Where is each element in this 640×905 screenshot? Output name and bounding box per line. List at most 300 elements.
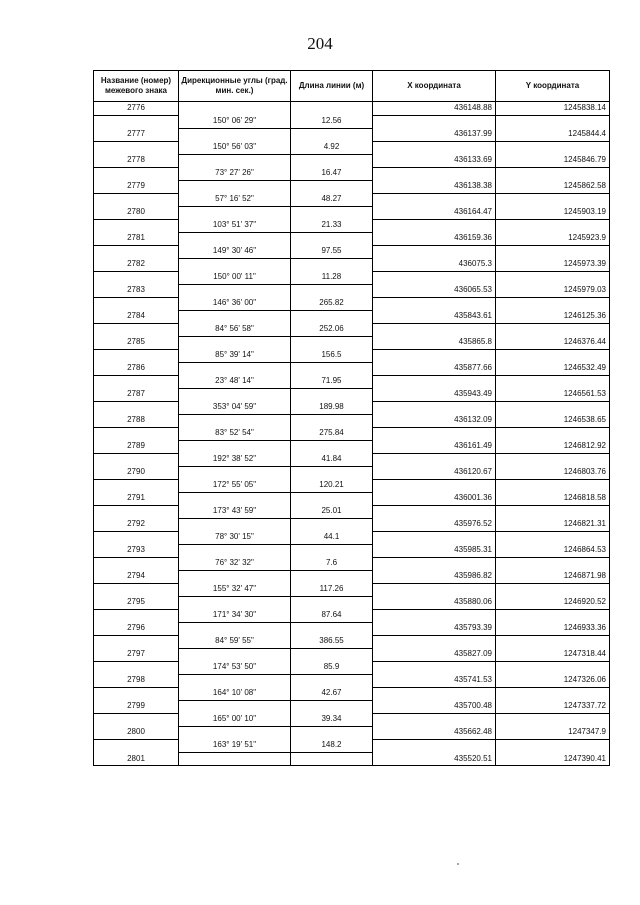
x-empty — [373, 245, 496, 258]
length-empty — [291, 414, 373, 427]
x-coordinate: 436133.69 — [373, 154, 496, 167]
header-x-coordinate: X координата — [373, 71, 496, 102]
bearing-empty — [179, 518, 291, 531]
scan-speck — [457, 863, 459, 865]
bearing-empty — [179, 466, 291, 479]
x-empty — [373, 297, 496, 310]
mark-empty — [94, 401, 179, 414]
x-empty — [373, 531, 496, 544]
x-empty — [373, 427, 496, 440]
segment-row — [94, 375, 610, 388]
point-row — [94, 752, 610, 766]
segment-row — [94, 401, 610, 414]
mark-empty — [94, 167, 179, 180]
x-coordinate: 436120.67 — [373, 466, 496, 479]
line-length: 25.01 — [291, 505, 373, 518]
y-empty — [496, 401, 610, 414]
x-coordinate: 435793.39 — [373, 622, 496, 635]
x-empty — [373, 687, 496, 700]
point-row — [94, 206, 610, 219]
bearing-empty — [179, 648, 291, 661]
x-coordinate: 435880.06 — [373, 596, 496, 609]
line-length: 12.56 — [291, 115, 373, 128]
length-empty — [291, 258, 373, 271]
point-row — [94, 648, 610, 661]
mark-empty — [94, 687, 179, 700]
segment-row — [94, 531, 610, 544]
point-row — [94, 154, 610, 167]
bearing: 150° 00' 11" — [179, 271, 291, 284]
mark-empty — [94, 297, 179, 310]
line-length: 44.1 — [291, 531, 373, 544]
x-empty — [373, 557, 496, 570]
length-empty — [291, 440, 373, 453]
point-row — [94, 310, 610, 323]
length-empty — [291, 336, 373, 349]
segment-row — [94, 635, 610, 648]
x-empty — [373, 375, 496, 388]
line-length: 41.84 — [291, 453, 373, 466]
point-row — [94, 570, 610, 583]
bearing-empty — [179, 388, 291, 401]
header-mark-name: Название (номер) межевого знака — [94, 71, 179, 102]
mark-empty — [94, 427, 179, 440]
x-empty — [373, 479, 496, 492]
bearing-empty — [179, 570, 291, 583]
bearing-empty — [179, 362, 291, 375]
length-empty — [291, 570, 373, 583]
mark-name: 2784 — [94, 310, 179, 323]
segment-row — [94, 271, 610, 284]
bearing: 173° 43' 59" — [179, 505, 291, 518]
length-empty — [291, 284, 373, 297]
x-empty — [373, 271, 496, 284]
x-empty — [373, 401, 496, 414]
point-row — [94, 102, 610, 116]
x-empty — [373, 661, 496, 674]
point-row — [94, 258, 610, 271]
mark-name: 2795 — [94, 596, 179, 609]
mark-name: 2783 — [94, 284, 179, 297]
bearing: 73° 27' 26" — [179, 167, 291, 180]
mark-empty — [94, 115, 179, 128]
y-empty — [496, 687, 610, 700]
x-empty — [373, 193, 496, 206]
y-coordinate: 1245973.39 — [496, 258, 610, 271]
line-length: 4.92 — [291, 141, 373, 154]
length-empty — [291, 544, 373, 557]
mark-empty — [94, 349, 179, 362]
segment-row — [94, 219, 610, 232]
bearing: 84° 59' 55" — [179, 635, 291, 648]
mark-empty — [94, 505, 179, 518]
bearing-empty — [179, 726, 291, 739]
y-coordinate: 1246871.98 — [496, 570, 610, 583]
x-coordinate: 435843.61 — [373, 310, 496, 323]
bearing-empty — [179, 310, 291, 323]
segment-row — [94, 609, 610, 622]
y-empty — [496, 739, 610, 752]
mark-name: 2792 — [94, 518, 179, 531]
x-empty — [373, 713, 496, 726]
table-header-row — [94, 71, 610, 102]
bearing-empty — [179, 336, 291, 349]
y-coordinate: 1246920.52 — [496, 596, 610, 609]
y-coordinate: 1246376.44 — [496, 336, 610, 349]
x-coordinate: 435985.31 — [373, 544, 496, 557]
y-empty — [496, 193, 610, 206]
bearing-empty — [179, 284, 291, 297]
x-empty — [373, 635, 496, 648]
line-length: 275.84 — [291, 427, 373, 440]
length-empty — [291, 518, 373, 531]
x-empty — [373, 141, 496, 154]
point-row — [94, 544, 610, 557]
bearing: 103° 51' 37" — [179, 219, 291, 232]
bearing: 171° 34' 30" — [179, 609, 291, 622]
bearing-empty — [179, 440, 291, 453]
y-empty — [496, 245, 610, 258]
point-row — [94, 492, 610, 505]
point-row — [94, 674, 610, 687]
bearing-empty — [179, 128, 291, 141]
bearing: 85° 39' 14" — [179, 349, 291, 362]
mark-empty — [94, 141, 179, 154]
mark-empty — [94, 531, 179, 544]
point-row — [94, 414, 610, 427]
mark-name: 2780 — [94, 206, 179, 219]
line-length: 148.2 — [291, 739, 373, 752]
segment-row — [94, 505, 610, 518]
y-empty — [496, 271, 610, 284]
point-row — [94, 596, 610, 609]
segment-row — [94, 167, 610, 180]
mark-empty — [94, 453, 179, 466]
x-empty — [373, 323, 496, 336]
mark-name: 2796 — [94, 622, 179, 635]
header-y-coordinate: Y координата — [496, 71, 610, 102]
bearing-empty — [179, 492, 291, 505]
x-empty — [373, 167, 496, 180]
y-empty — [496, 219, 610, 232]
segment-row — [94, 297, 610, 310]
mark-name: 2790 — [94, 466, 179, 479]
page-number: 204 — [307, 34, 333, 53]
segment-row — [94, 713, 610, 726]
y-coordinate: 1247347.9 — [496, 726, 610, 739]
header-bearing: Дирекционные углы (град. мин. сек.) — [179, 71, 291, 102]
point-row — [94, 466, 610, 479]
segment-row — [94, 453, 610, 466]
y-empty — [496, 141, 610, 154]
segment-row — [94, 687, 610, 700]
length-empty — [291, 310, 373, 323]
point-row — [94, 518, 610, 531]
x-empty — [373, 609, 496, 622]
bearing-empty — [179, 154, 291, 167]
line-length: 265.82 — [291, 297, 373, 310]
bearing-empty — [179, 544, 291, 557]
header-line-length: Длина линии (м) — [291, 71, 373, 102]
x-empty — [373, 453, 496, 466]
x-coordinate: 436001.36 — [373, 492, 496, 505]
x-empty — [373, 739, 496, 752]
length-empty — [291, 596, 373, 609]
segment-row — [94, 193, 610, 206]
mark-empty — [94, 193, 179, 206]
bearing-empty — [179, 232, 291, 245]
bearing: 146° 36' 00" — [179, 297, 291, 310]
length-empty — [291, 466, 373, 479]
x-empty — [373, 349, 496, 362]
segment-row — [94, 245, 610, 258]
x-coordinate: 436137.99 — [373, 128, 496, 141]
point-row — [94, 128, 610, 141]
y-empty — [496, 531, 610, 544]
segment-row — [94, 427, 610, 440]
y-empty — [496, 635, 610, 648]
x-coordinate: 435943.49 — [373, 388, 496, 401]
x-coordinate: 436164.47 — [373, 206, 496, 219]
point-row — [94, 440, 610, 453]
line-length: 156.5 — [291, 349, 373, 362]
y-coordinate: 1247390.41 — [496, 752, 610, 766]
segment-row — [94, 739, 610, 752]
line-length: 120.21 — [291, 479, 373, 492]
mark-empty — [94, 479, 179, 492]
mark-name: 2797 — [94, 648, 179, 661]
mark-name: 2788 — [94, 414, 179, 427]
mark-empty — [94, 375, 179, 388]
bearing: 192° 38' 52" — [179, 453, 291, 466]
mark-name: 2779 — [94, 180, 179, 193]
x-coordinate: 436159.36 — [373, 232, 496, 245]
bearing: 164° 10' 08" — [179, 687, 291, 700]
survey-table-body — [94, 102, 610, 766]
bearing: 76° 32' 32" — [179, 557, 291, 570]
mark-empty — [94, 245, 179, 258]
x-coordinate: 435976.52 — [373, 518, 496, 531]
length-empty — [291, 362, 373, 375]
mark-name: 2776 — [94, 102, 179, 116]
y-coordinate: 1246821.31 — [496, 518, 610, 531]
length-empty — [291, 648, 373, 661]
length-empty — [291, 388, 373, 401]
line-length: 42.67 — [291, 687, 373, 700]
mark-name: 2781 — [94, 232, 179, 245]
mark-name: 2782 — [94, 258, 179, 271]
mark-name: 2777 — [94, 128, 179, 141]
length-empty — [291, 622, 373, 635]
line-length: 71.95 — [291, 375, 373, 388]
line-length: 11.28 — [291, 271, 373, 284]
point-row — [94, 232, 610, 245]
line-length: 85.9 — [291, 661, 373, 674]
line-length: 87.64 — [291, 609, 373, 622]
y-coordinate: 1246561.53 — [496, 388, 610, 401]
x-coordinate: 436132.09 — [373, 414, 496, 427]
mark-name: 2778 — [94, 154, 179, 167]
segment-row — [94, 115, 610, 128]
y-coordinate: 1245844.4 — [496, 128, 610, 141]
survey-table — [93, 70, 610, 766]
mark-empty — [94, 661, 179, 674]
x-coordinate: 436138.38 — [373, 180, 496, 193]
segment-row — [94, 661, 610, 674]
y-coordinate: 1246538.65 — [496, 414, 610, 427]
length-empty — [291, 726, 373, 739]
bearing: 84° 56' 58" — [179, 323, 291, 336]
bearing: 165° 00' 10" — [179, 713, 291, 726]
x-coordinate: 435986.82 — [373, 570, 496, 583]
mark-name: 2798 — [94, 674, 179, 687]
y-coordinate: 1247337.72 — [496, 700, 610, 713]
x-coordinate: 435865.8 — [373, 336, 496, 349]
y-coordinate: 1245846.79 — [496, 154, 610, 167]
y-empty — [496, 427, 610, 440]
length-empty — [291, 102, 373, 116]
y-empty — [496, 479, 610, 492]
y-empty — [496, 349, 610, 362]
y-empty — [496, 297, 610, 310]
point-row — [94, 284, 610, 297]
y-coordinate: 1245838.14 — [496, 102, 610, 116]
y-empty — [496, 453, 610, 466]
x-empty — [373, 505, 496, 518]
y-coordinate: 1246933.36 — [496, 622, 610, 635]
y-empty — [496, 323, 610, 336]
bearing: 150° 06' 29" — [179, 115, 291, 128]
bearing: 353° 04' 59" — [179, 401, 291, 414]
mark-empty — [94, 739, 179, 752]
mark-name: 2800 — [94, 726, 179, 739]
mark-empty — [94, 713, 179, 726]
line-length: 189.98 — [291, 401, 373, 414]
length-empty — [291, 752, 373, 766]
line-length: 21.33 — [291, 219, 373, 232]
point-row — [94, 726, 610, 739]
length-empty — [291, 180, 373, 193]
bearing: 174° 53' 50" — [179, 661, 291, 674]
y-coordinate: 1246125.36 — [496, 310, 610, 323]
segment-row — [94, 557, 610, 570]
line-length: 7.6 — [291, 557, 373, 570]
y-coordinate: 1246864.53 — [496, 544, 610, 557]
mark-name: 2794 — [94, 570, 179, 583]
mark-name: 2786 — [94, 362, 179, 375]
segment-row — [94, 479, 610, 492]
mark-empty — [94, 557, 179, 570]
mark-name: 2787 — [94, 388, 179, 401]
y-coordinate: 1245979.03 — [496, 284, 610, 297]
length-empty — [291, 232, 373, 245]
length-empty — [291, 700, 373, 713]
segment-row — [94, 349, 610, 362]
point-row — [94, 336, 610, 349]
bearing: 155° 32' 47" — [179, 583, 291, 596]
line-length: 39.34 — [291, 713, 373, 726]
x-coordinate: 435662.48 — [373, 726, 496, 739]
bearing: 163° 19' 51" — [179, 739, 291, 752]
x-empty — [373, 115, 496, 128]
y-coordinate: 1245862.58 — [496, 180, 610, 193]
mark-name: 2793 — [94, 544, 179, 557]
mark-name: 2799 — [94, 700, 179, 713]
mark-name: 2789 — [94, 440, 179, 453]
bearing-empty — [179, 674, 291, 687]
bearing-empty — [179, 180, 291, 193]
bearing: 83° 52' 54" — [179, 427, 291, 440]
y-coordinate: 1246532.49 — [496, 362, 610, 375]
y-empty — [496, 713, 610, 726]
mark-empty — [94, 583, 179, 596]
x-coordinate: 435741.53 — [373, 674, 496, 687]
bearing-empty — [179, 102, 291, 116]
mark-empty — [94, 609, 179, 622]
y-coordinate: 1247318.44 — [496, 648, 610, 661]
bearing: 150° 56' 03" — [179, 141, 291, 154]
y-empty — [496, 661, 610, 674]
bearing: 57° 16' 52" — [179, 193, 291, 206]
length-empty — [291, 154, 373, 167]
y-empty — [496, 583, 610, 596]
x-coordinate: 436065.53 — [373, 284, 496, 297]
y-coordinate: 1246818.58 — [496, 492, 610, 505]
bearing-empty — [179, 596, 291, 609]
line-length: 386.55 — [291, 635, 373, 648]
segment-row — [94, 323, 610, 336]
segment-row — [94, 141, 610, 154]
bearing: 78° 30' 15" — [179, 531, 291, 544]
line-length: 252.06 — [291, 323, 373, 336]
x-coordinate: 435700.48 — [373, 700, 496, 713]
length-empty — [291, 128, 373, 141]
bearing-empty — [179, 700, 291, 713]
mark-name: 2785 — [94, 336, 179, 349]
y-empty — [496, 115, 610, 128]
bearing: 149° 30' 46" — [179, 245, 291, 258]
mark-empty — [94, 635, 179, 648]
y-empty — [496, 557, 610, 570]
mark-name: 2801 — [94, 752, 179, 766]
segment-row — [94, 583, 610, 596]
x-coordinate: 435520.51 — [373, 752, 496, 766]
bearing: 172° 55' 05" — [179, 479, 291, 492]
x-empty — [373, 219, 496, 232]
y-empty — [496, 167, 610, 180]
line-length: 117.26 — [291, 583, 373, 596]
x-coordinate: 436075.3 — [373, 258, 496, 271]
mark-empty — [94, 219, 179, 232]
y-empty — [496, 505, 610, 518]
x-coordinate: 435827.09 — [373, 648, 496, 661]
bearing: 23° 48' 14" — [179, 375, 291, 388]
line-length: 48.27 — [291, 193, 373, 206]
x-coordinate: 436161.49 — [373, 440, 496, 453]
line-length: 16.47 — [291, 167, 373, 180]
y-coordinate: 1247326.06 — [496, 674, 610, 687]
y-coordinate: 1246812.92 — [496, 440, 610, 453]
y-coordinate: 1245923.9 — [496, 232, 610, 245]
point-row — [94, 700, 610, 713]
line-length: 97.55 — [291, 245, 373, 258]
mark-empty — [94, 271, 179, 284]
mark-name: 2791 — [94, 492, 179, 505]
bearing-empty — [179, 752, 291, 766]
bearing-empty — [179, 414, 291, 427]
x-coordinate: 435877.66 — [373, 362, 496, 375]
point-row — [94, 622, 610, 635]
